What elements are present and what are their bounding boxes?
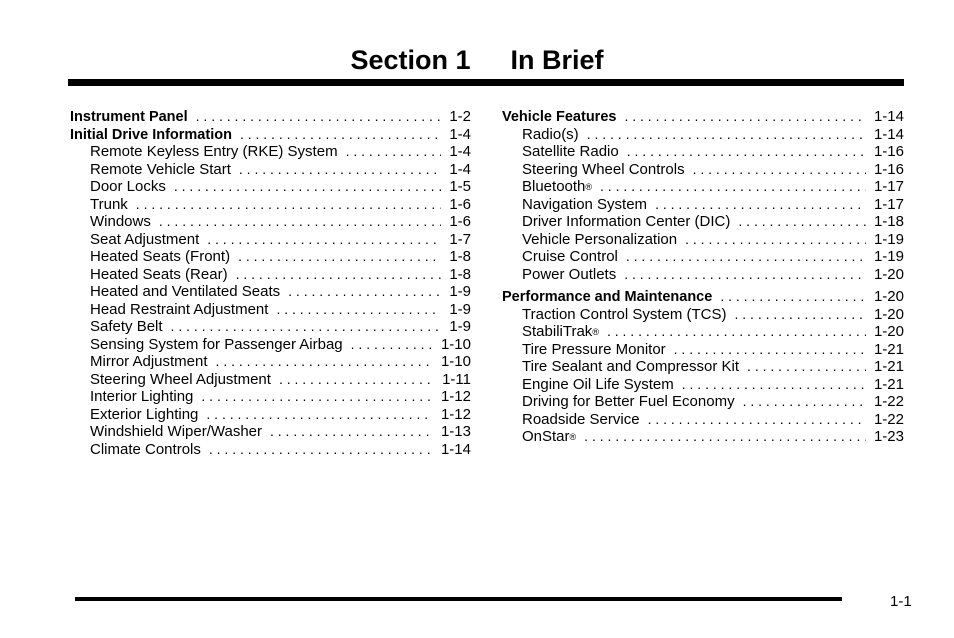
toc-entry-label: Power Outlets <box>522 265 617 283</box>
dot-leader <box>626 248 866 266</box>
toc-entry-label: Cruise Control <box>522 248 618 265</box>
toc-entry[interactable] <box>502 288 904 306</box>
toc-entry[interactable] <box>70 301 471 319</box>
toc-entry[interactable] <box>70 231 471 249</box>
dot-leader <box>600 178 866 196</box>
toc-entry-label: Heated and Ventilated Seats <box>90 283 281 300</box>
toc-entry-label: Windshield Wiper/Washer <box>90 423 262 440</box>
toc-entry[interactable] <box>70 196 471 214</box>
toc-entry[interactable] <box>502 266 904 284</box>
dot-leader <box>607 323 866 341</box>
toc-entry-label: Vehicle Personalization <box>522 230 678 248</box>
toc-entry-label: Remote Keyless Entry (RKE) System <box>90 143 338 160</box>
toc-entry-page: 1-16 <box>873 160 904 178</box>
page-number: 1-1 <box>890 593 912 610</box>
dot-leader <box>159 213 441 231</box>
dot-leader <box>693 161 866 179</box>
toc-entry-label: Initial Drive Information <box>70 126 232 143</box>
toc-entry-label: Navigation System <box>522 195 648 213</box>
dot-leader <box>216 353 433 371</box>
toc-entry-page: 1-22 <box>873 393 904 410</box>
section-label: Section 1 <box>350 45 471 75</box>
toc-entry-page: 1-11 <box>442 370 471 388</box>
toc-entry-label: Vehicle Features <box>502 109 617 125</box>
dot-leader <box>171 318 442 336</box>
toc-entry-page: 1-16 <box>873 143 904 160</box>
toc-entry[interactable] <box>70 318 471 336</box>
dot-leader <box>270 423 433 441</box>
dot-leader <box>720 288 866 306</box>
toc-entry-page: 1-19 <box>873 248 904 265</box>
toc-entry-page: 1-4 <box>449 125 471 143</box>
toc-column-left <box>70 108 471 458</box>
toc-entry[interactable] <box>502 306 904 324</box>
toc-entry-page: 1-23 <box>873 428 904 445</box>
dot-leader <box>276 301 441 319</box>
toc-entry-label: Windows <box>90 213 151 230</box>
toc-entry-label: Tire Sealant and Compressor Kit <box>522 358 740 375</box>
dot-leader <box>674 341 866 359</box>
dot-leader <box>682 376 866 394</box>
toc-entry[interactable] <box>70 353 471 371</box>
toc-entry-page: 1-7 <box>449 230 471 248</box>
toc-entry[interactable] <box>70 143 471 161</box>
toc-entry-page: 1-4 <box>449 143 471 160</box>
dot-leader <box>136 196 442 214</box>
toc-entry[interactable]: OnStar ® . . . 1-23 <box>502 428 904 446</box>
toc-entry[interactable] <box>70 178 471 196</box>
toc-entry-label: Instrument Panel <box>70 109 188 125</box>
toc-entry[interactable] <box>502 411 904 429</box>
toc-entry-page: 1-20 <box>873 288 904 305</box>
dot-leader <box>207 231 441 249</box>
toc-entry-page: 1-18 <box>873 213 904 230</box>
toc-entry-label: Steering Wheel Controls <box>522 160 685 178</box>
toc-entry[interactable] <box>70 213 471 231</box>
dot-leader <box>279 371 434 389</box>
header-rule <box>68 79 904 86</box>
toc-entry-page: 1-2 <box>449 108 471 125</box>
dot-leader <box>743 393 866 411</box>
toc-entry-label: Interior Lighting <box>90 388 194 405</box>
toc-entry-label: Traction Control System (TCS) <box>522 305 727 323</box>
dot-leader <box>201 388 433 406</box>
toc-entry[interactable] <box>502 213 904 231</box>
toc-entry[interactable] <box>502 196 904 214</box>
toc-entry-label: Engine Oil Life System <box>522 375 674 393</box>
footer-rule <box>75 597 842 601</box>
dot-leader <box>239 161 441 179</box>
dot-leader <box>346 143 442 161</box>
toc-entry-label: Remote Vehicle Start <box>90 160 231 178</box>
toc-entry-page: 1-17 <box>873 195 904 213</box>
dot-leader <box>624 266 866 284</box>
dot-leader <box>174 178 441 196</box>
toc-entry-page: 1-12 <box>440 388 471 405</box>
toc-entry[interactable]: StabiliTrak ® . . . 1-20 <box>502 323 904 341</box>
toc-entry[interactable] <box>70 266 471 284</box>
toc-entry[interactable] <box>502 126 904 144</box>
toc-entry-label: OnStar <box>522 428 570 445</box>
toc-entry-label: Seat Adjustment <box>90 230 200 248</box>
dot-leader <box>238 248 441 266</box>
toc-entry[interactable] <box>502 358 904 376</box>
toc-entry[interactable] <box>70 388 471 406</box>
toc-column-right <box>502 108 904 446</box>
toc-entry-page: 1-8 <box>449 265 471 283</box>
dot-leader <box>685 231 866 249</box>
toc-entry-page: 1-6 <box>449 213 471 230</box>
dot-leader <box>196 108 442 126</box>
toc-entry-page: 1-21 <box>873 375 904 393</box>
toc-entry-label: Head Restraint Adjustment <box>90 300 269 318</box>
toc-entry-page: 1-22 <box>873 410 904 428</box>
toc-entry-page: 1-14 <box>440 440 471 458</box>
dot-leader <box>206 406 433 424</box>
toc-entry[interactable] <box>70 336 471 354</box>
dot-leader <box>735 306 866 324</box>
toc-entry[interactable] <box>502 161 904 179</box>
toc-entry-label: Steering Wheel Adjustment <box>90 370 271 388</box>
toc-entry-label: Mirror Adjustment <box>90 353 208 370</box>
dot-leader <box>240 126 441 144</box>
toc-entry-label: Exterior Lighting <box>90 405 199 423</box>
toc-entry-label: Heated Seats (Rear) <box>90 265 228 283</box>
toc-entry-page: 1-10 <box>440 353 471 370</box>
toc-entry[interactable] <box>502 376 904 394</box>
toc-entry[interactable] <box>70 441 471 459</box>
dot-leader <box>587 126 866 144</box>
toc-entry-page: 1-9 <box>449 300 471 318</box>
toc-entry-page: 1-21 <box>873 340 904 358</box>
dot-leader <box>351 336 433 354</box>
toc-entry-label: Driving for Better Fuel Economy <box>522 393 735 410</box>
toc-entry-label: Bluetooth <box>522 178 586 195</box>
toc-entry-page: 1-20 <box>873 323 904 340</box>
toc-entry[interactable] <box>502 143 904 161</box>
toc-entry[interactable] <box>70 248 471 266</box>
toc-entry-page: 1-9 <box>449 318 471 335</box>
toc-entry-label: Sensing System for Passenger Airbag <box>90 335 343 353</box>
toc-entry-page: 1-19 <box>873 230 904 248</box>
toc-entry-label: Driver Information Center (DIC) <box>522 213 731 230</box>
toc-entry-label: Tire Pressure Monitor <box>522 340 666 358</box>
dot-leader <box>627 143 866 161</box>
toc-entry[interactable] <box>70 126 471 144</box>
toc-entry-page: 1-10 <box>440 335 471 353</box>
dot-leader <box>648 411 866 429</box>
dot-leader <box>655 196 866 214</box>
toc-entry[interactable] <box>70 283 471 301</box>
dot-leader <box>747 358 866 376</box>
toc-entry-label: StabiliTrak <box>522 323 593 340</box>
toc-entry[interactable] <box>70 371 471 389</box>
toc-entry[interactable] <box>502 248 904 266</box>
section-title: In Brief <box>510 45 604 75</box>
toc-entry-page: 1-20 <box>873 305 904 323</box>
toc-entry[interactable]: Bluetooth ® . . . 1-17 <box>502 178 904 196</box>
toc-entry-label: Radio(s) <box>522 125 579 143</box>
toc-entry[interactable] <box>70 161 471 179</box>
toc-entry-page: 1-13 <box>440 423 471 440</box>
toc-entry-page: 1-9 <box>449 283 471 300</box>
toc-entry[interactable] <box>502 108 904 126</box>
dot-leader <box>288 283 441 301</box>
toc-entry-label: Door Locks <box>90 178 166 195</box>
toc-entry-page: 1-4 <box>449 160 471 178</box>
dot-leader <box>209 441 433 459</box>
toc-entry-page: 1-20 <box>873 265 904 283</box>
toc-entry-page: 1-5 <box>449 178 471 195</box>
dot-leader <box>738 213 866 231</box>
toc-entry-page: 1-8 <box>449 248 471 265</box>
toc-entry[interactable] <box>70 406 471 424</box>
toc-entry[interactable] <box>502 393 904 411</box>
toc-entry-label: Climate Controls <box>90 440 201 458</box>
toc-entry-page: 1-17 <box>873 178 904 195</box>
dot-leader <box>584 428 866 446</box>
toc-entry-label: Satellite Radio <box>522 143 619 160</box>
page-title <box>0 42 954 78</box>
toc-entry[interactable] <box>70 108 471 126</box>
toc-entry[interactable] <box>502 341 904 359</box>
toc-entry-label: Performance and Maintenance <box>502 289 713 305</box>
toc-entry-page: 1-12 <box>440 405 471 423</box>
toc-entry-label: Trunk <box>90 195 128 213</box>
dot-leader <box>624 108 866 126</box>
toc-entry-page: 1-14 <box>873 108 904 125</box>
toc-entry-page: 1-6 <box>449 195 471 213</box>
toc-entry-page: 1-14 <box>873 125 904 143</box>
toc-entry-page: 1-21 <box>873 358 904 375</box>
toc-entry[interactable] <box>502 231 904 249</box>
toc-entry-label: Heated Seats (Front) <box>90 248 231 265</box>
dot-leader <box>236 266 442 284</box>
toc-entry[interactable] <box>70 423 471 441</box>
toc-entry-label: Roadside Service <box>522 410 640 428</box>
toc-entry-label: Safety Belt <box>90 318 163 335</box>
